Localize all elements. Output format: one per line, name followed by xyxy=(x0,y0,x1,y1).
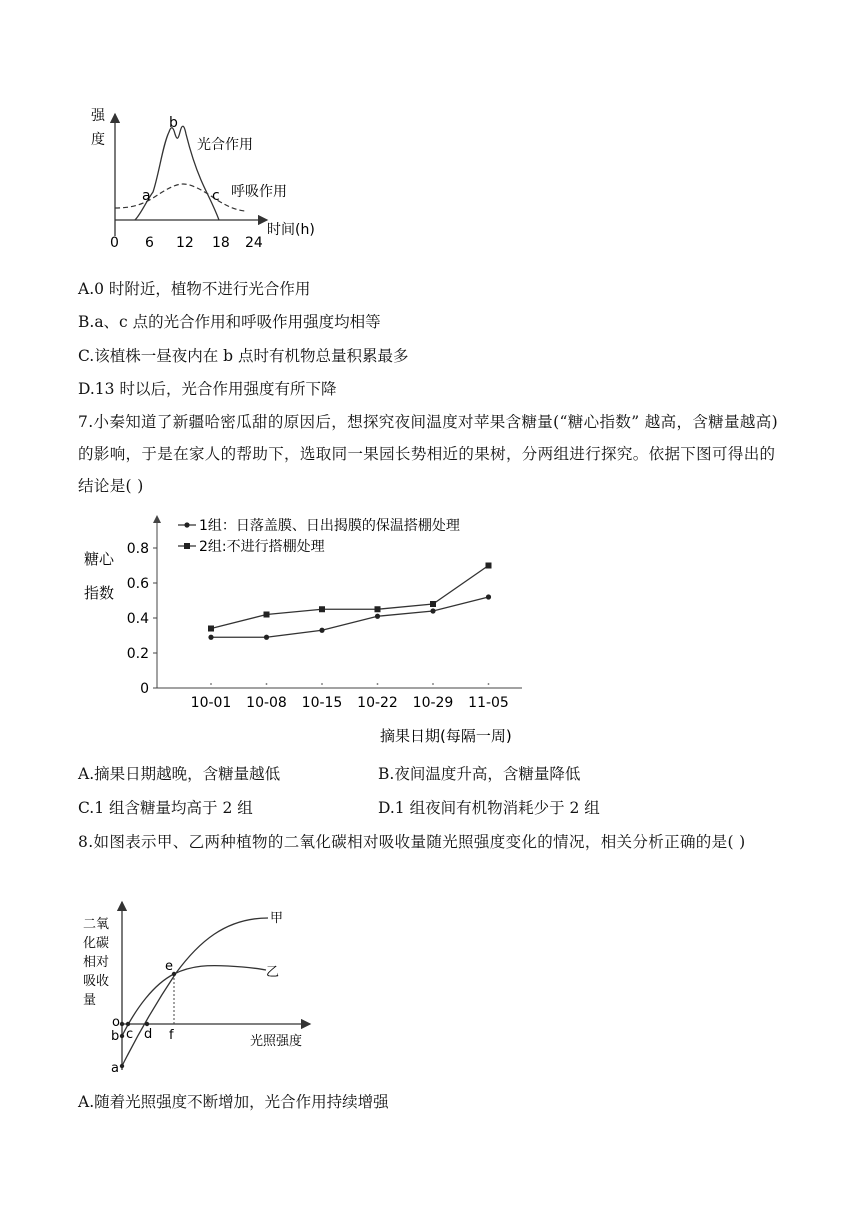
fig3-xlabel: 光照强度 xyxy=(250,1034,303,1049)
x-tick-6: 6 xyxy=(145,235,154,251)
x-tick-label: 10-29 xyxy=(412,695,454,711)
x-tick-12: 12 xyxy=(176,235,194,251)
x-tick-label: 10-01 xyxy=(190,695,232,711)
label-jia: 甲 xyxy=(270,911,284,926)
x-tick-24: 24 xyxy=(245,235,263,251)
series-1-point xyxy=(264,635,269,640)
q6-option-a: A.0 时附近，植物不进行光合作用 xyxy=(78,280,311,298)
y-tick-label: 0 xyxy=(140,681,149,697)
label-b: b xyxy=(111,1029,120,1044)
series-1-point xyxy=(208,635,213,640)
x-tick-mark xyxy=(377,683,379,685)
x-tick-mark xyxy=(210,683,212,685)
series-line-1 xyxy=(211,597,489,637)
label-yi: 乙 xyxy=(266,965,280,980)
label-o: o xyxy=(112,1015,120,1030)
fig3-ylabel-1: 二氧 xyxy=(83,917,110,932)
label-d: d xyxy=(144,1027,153,1042)
fig3-ylabel-2: 化碳 xyxy=(83,936,110,951)
x-tick-mark xyxy=(488,683,490,685)
q7-option-a: A.摘果日期越晚，含糖量越低 xyxy=(78,765,281,783)
chart-legend xyxy=(178,517,460,555)
curve-label-respiration: 呼吸作用 xyxy=(231,184,287,200)
series-2-point xyxy=(430,601,436,607)
q7-option-b: B.夜间温度升高，含糖量降低 xyxy=(378,765,581,783)
sugar-index-chart xyxy=(80,512,540,752)
curve-jia xyxy=(122,918,268,1066)
x-tick-label: 10-15 xyxy=(301,695,343,711)
x-tick-label: 10-22 xyxy=(357,695,398,711)
label-f: f xyxy=(169,1028,174,1043)
x-tick-label: 11-05 xyxy=(468,695,509,711)
series-2-point xyxy=(264,612,270,618)
fig3-point-d xyxy=(145,1022,149,1026)
y-tick-label: 0.2 xyxy=(126,646,149,662)
fig3-ylabel-5: 量 xyxy=(83,993,97,1008)
x-tick-0: 0 xyxy=(110,235,119,251)
figure-photosynthesis-respiration xyxy=(85,104,335,254)
q6-option-c: C.该植株一昼夜内在 b 点时有机物总量积累最多 xyxy=(78,347,409,365)
y-tick-label: 0.6 xyxy=(126,576,149,592)
q8-stem: 8.如图表示甲、乙两种植物的二氧化碳相对吸收量随光照强度变化的情况，相关分析正确的是( ) xyxy=(78,833,746,851)
q7-option-d: D.1 组夜间有机物消耗少于 2 组 xyxy=(378,799,600,817)
legend-marker-2 xyxy=(184,543,190,549)
q6-option-b: B.a、c 点的光合作用和呼吸作用强度均相等 xyxy=(78,313,381,331)
chart-ylabel-1: 糖心 xyxy=(84,550,115,568)
curve-label-photosynthesis: 光合作用 xyxy=(197,137,253,153)
series-1-point xyxy=(375,614,380,619)
x-label: 时间(h) xyxy=(267,222,315,238)
legend-label-1: 1组：日落盖膜、日出揭膜的保温搭棚处理 xyxy=(199,518,460,534)
legend-label-2: 2组:不进行搭棚处理 xyxy=(199,539,325,555)
y-tick-label: 0.4 xyxy=(126,611,149,627)
fig3-ylabel-4: 吸收 xyxy=(83,974,110,989)
fig3-point-o xyxy=(120,1022,124,1026)
series-2-point xyxy=(375,606,381,612)
series-1-point xyxy=(319,628,324,633)
q7-stem: 7.小秦知道了新疆哈密瓜甜的原因后，想探究夜间温度对苹果含糖量(“糖心指数” 越高，含糖量越高)的影响，于是在家人的帮助下，选取同一果园长势相近的果树，分两组进行探究。依据下图可得出的结论是( ) xyxy=(78,413,778,495)
series-2-point xyxy=(208,626,214,632)
series-1-point xyxy=(486,594,491,599)
point-b-label: b xyxy=(169,115,178,131)
chart-ylabel-2: 指数 xyxy=(84,584,115,602)
q8-option-a: A.随着光照强度不断增加，光合作用持续增强 xyxy=(78,1093,389,1111)
point-c-label: c xyxy=(212,188,220,204)
legend-marker-1 xyxy=(184,522,189,527)
label-c: c xyxy=(126,1027,134,1042)
y-label-2: 度 xyxy=(91,132,105,148)
fig3-ylabel-3: 相对 xyxy=(83,955,110,970)
fig3-point-b xyxy=(120,1034,124,1038)
x-tick-mark xyxy=(432,683,434,685)
series-1-point xyxy=(430,608,435,613)
x-tick-label: 10-08 xyxy=(246,695,287,711)
series-2-point xyxy=(486,563,492,569)
y-tick-label: 0.8 xyxy=(126,541,149,557)
point-a-label: a xyxy=(142,188,151,204)
q7-option-c: C.1 组含糖量均高于 2 组 xyxy=(78,799,253,817)
fig3-point-a xyxy=(120,1064,124,1068)
series-2-point xyxy=(319,606,325,612)
y-label-1: 强 xyxy=(91,108,105,124)
x-tick-mark xyxy=(266,683,268,685)
label-e: e xyxy=(165,959,173,974)
respiration-curve xyxy=(115,184,245,211)
chart-xlabel: 摘果日期(每隔一周) xyxy=(380,727,512,745)
co2-absorption-figure xyxy=(80,898,340,1078)
fig3-point-c xyxy=(126,1022,130,1026)
x-tick-mark xyxy=(321,683,323,685)
label-a: a xyxy=(111,1061,119,1076)
x-tick-18: 18 xyxy=(212,235,230,251)
q6-option-d: D.13 时以后，光合作用强度有所下降 xyxy=(78,380,337,398)
series-line-2 xyxy=(211,566,489,629)
